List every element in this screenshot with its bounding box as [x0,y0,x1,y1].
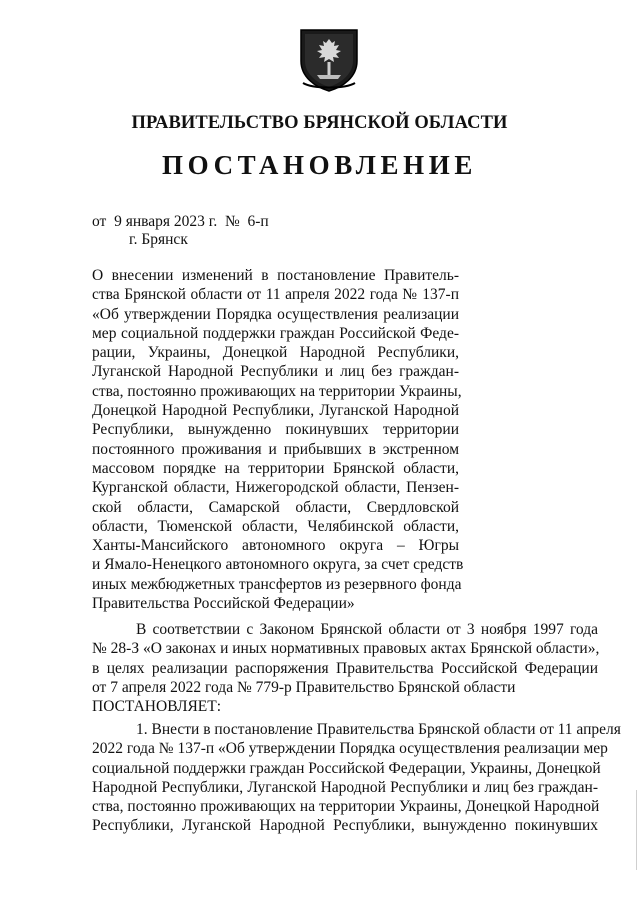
coat-of-arms-icon [297,27,361,93]
subject-line: Ханты-Мансийского автономного округа – Югры [92,537,459,555]
subject-line: Луганской Народной Республики и лиц без граждан- [92,363,459,381]
subject-line: иных межбюджетных трансфертов из резервного фонда [92,575,462,593]
subject-line: и Ямало-Ненецкого автономного округа, за счет средств [92,556,464,574]
subject-line: мер социальной поддержки граждан Российской Феде- [92,324,459,342]
decree-keyword: ПОСТАНОВЛЯЕТ: [92,698,222,716]
document-city: г. Брянск [129,231,188,248]
subject-line: Правительства Российской Федерации» [92,595,355,613]
document-date-number: от 9 января 2023 г. № 6-п [92,213,269,230]
clause-line: Народной Республики, Луганской Народной Республики и лиц без граждан- [92,778,598,796]
subject-line: «Об утверждении Порядка осуществления реализации [92,305,459,323]
preamble-line: от 7 апреля 2022 года № 779-р Правительство Брянской области [92,678,516,696]
preamble-line: В соответствии с Законом Брянской области от 3 ноября 1997 года [136,621,598,638]
organization-name: ПРАВИТЕЛЬСТВО БРЯНСКОЙ ОБЛАСТИ [131,113,508,133]
clause-1-paragraph [92,720,621,836]
subject-line: О внесении изменений в постановление Правитель- [92,267,459,284]
scan-edge-mark [636,790,637,870]
preamble-line: в целях реализации распоряжения Правительства Российской Федерации [92,659,598,677]
subject-line: ской области, Самарской области, Свердловской [92,498,459,516]
clause-line: 1. Внести в постановление Правительства Брянской области от 11 апреля [136,721,621,738]
clause-line: 2022 года № 137-п «Об утверждении Порядка осуществления реализации мер [92,740,608,758]
subject-line: Донецкой Народной Республики, Луганской Народной [92,402,459,420]
subject-line: ства, постоянно проживающих на территории Украины, [92,382,462,400]
clause-line: социальной поддержки граждан Российской Федерации, Украины, Донецкой [92,759,601,777]
subject-line: постоянного проживания и прибывших в экстренном [92,440,459,458]
subject-line: Республики, вынужденно покинувших территории [92,421,459,439]
clause-line: Республики, Луганской Народной Республики, вынужденно покинувших [92,817,598,835]
subject-line: рации, Украины, Донецкой Народной Республики, [92,344,459,362]
clause-line: ства, постоянно проживающих на территории Украины, Донецкой Народной [92,798,600,816]
document-subject [92,266,464,613]
document-type-title: ПОСТАНОВЛЕНИЕ [162,150,477,180]
preamble-line: № 28-З «О законах и иных нормативных правовых актах Брянской области», [92,640,600,658]
preamble-paragraph [92,620,598,716]
subject-line: массовом порядке на территории Брянской области, [92,459,459,477]
subject-line: Курганской области, Нижегородской области, Пензен- [92,479,459,497]
subject-line: ства Брянской области от 11 апреля 2022 года № 137-п [92,286,459,304]
subject-line: области, Тюменской области, Челябинской области, [92,517,459,535]
